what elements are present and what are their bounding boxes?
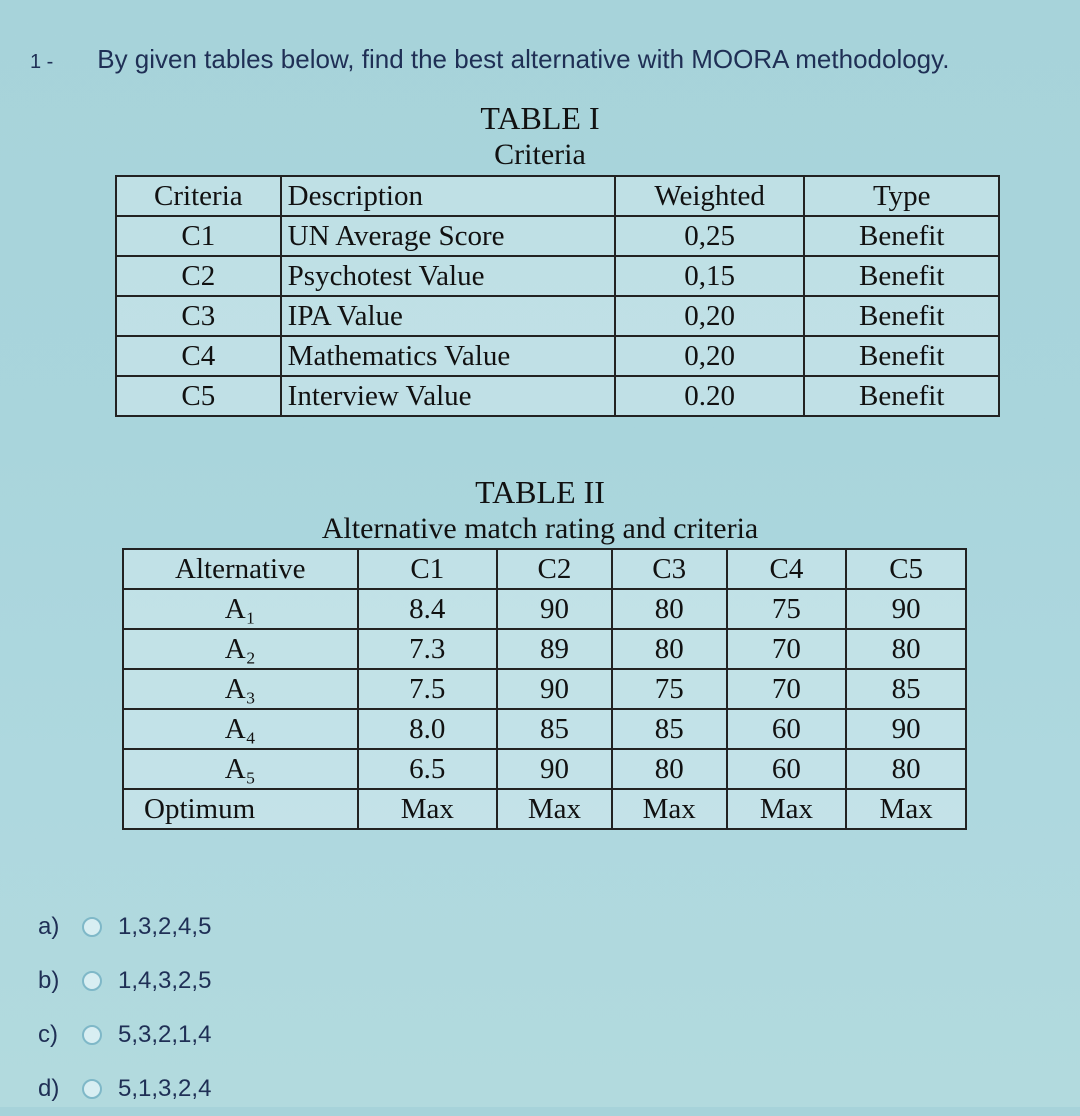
answer-options: [38, 900, 211, 1116]
cell-c4: 70: [727, 669, 847, 709]
option-label: 1,4,3,2,5: [118, 967, 212, 994]
table-row: [116, 216, 999, 256]
cell-alternative: A₃: [123, 669, 358, 709]
cell-type: Benefit: [804, 376, 999, 416]
radio-button[interactable]: [82, 917, 102, 937]
cell-weight: 0,15: [615, 256, 805, 296]
cell-type: Benefit: [804, 256, 999, 296]
option-label: 5,1,3,2,4: [118, 1075, 212, 1102]
cell-c2: 89: [497, 629, 612, 669]
option-letter: d): [38, 1075, 60, 1102]
cell-c5: 80: [846, 749, 966, 789]
cell-c4: 70: [727, 629, 847, 669]
table2-title: TABLE II: [475, 474, 605, 510]
cell-c5: 80: [846, 629, 966, 669]
cell-optimum-c2: Max: [497, 789, 612, 829]
cell-criteria: C5: [116, 376, 281, 416]
cell-description: IPA Value: [281, 296, 615, 336]
header-c3: C3: [612, 549, 727, 589]
table1-title: TABLE I: [480, 100, 600, 136]
cell-c4: 75: [727, 589, 847, 629]
table1-subtitle: Criteria: [494, 138, 586, 171]
table-row: [116, 296, 999, 336]
criteria-table: [115, 175, 1000, 417]
header-c5: C5: [846, 549, 966, 589]
radio-button[interactable]: [82, 1025, 102, 1045]
cell-c4: 60: [727, 709, 847, 749]
cell-alternative: A₄: [123, 709, 358, 749]
cell-c3: 75: [612, 669, 727, 709]
cell-c3: 80: [612, 589, 727, 629]
option-c[interactable]: [38, 1008, 211, 1062]
cell-c2: 90: [497, 669, 612, 709]
cell-type: Benefit: [804, 216, 999, 256]
radio-button[interactable]: [82, 971, 102, 991]
cell-description: Psychotest Value: [281, 256, 615, 296]
cell-c5: 85: [846, 669, 966, 709]
table-row: [123, 669, 966, 709]
header-c1: C1: [358, 549, 498, 589]
header-alternative: Alternative: [123, 549, 358, 589]
cell-weight: 0.20: [615, 376, 805, 416]
option-b[interactable]: [38, 954, 211, 1008]
cell-criteria: C1: [116, 216, 281, 256]
cell-description: UN Average Score: [281, 216, 615, 256]
option-label: 5,3,2,1,4: [118, 1021, 212, 1048]
cell-weight: 0,20: [615, 336, 805, 376]
optimum-row: [123, 789, 966, 829]
cell-c1: 6.5: [358, 749, 498, 789]
cell-optimum-c5: Max: [846, 789, 966, 829]
cell-c1: 7.3: [358, 629, 498, 669]
option-letter: b): [38, 967, 60, 994]
table-row: [116, 376, 999, 416]
cell-description: Mathematics Value: [281, 336, 615, 376]
cell-c3: 85: [612, 709, 727, 749]
cell-weight: 0,25: [615, 216, 805, 256]
header-criteria: Criteria: [116, 176, 281, 216]
cell-c2: 90: [497, 749, 612, 789]
header-c4: C4: [727, 549, 847, 589]
cell-optimum-c4: Max: [727, 789, 847, 829]
header-type: Type: [804, 176, 999, 216]
cell-c5: 90: [846, 589, 966, 629]
cell-alternative: A₅: [123, 749, 358, 789]
cell-description: Interview Value: [281, 376, 615, 416]
cell-criteria: C3: [116, 296, 281, 336]
table2-subtitle: Alternative match rating and criteria: [321, 512, 759, 545]
question-text: By given tables below, find the best alternative with MOORA methodology.: [97, 44, 950, 74]
table-row: [123, 749, 966, 789]
cell-alternative: A₁: [123, 589, 358, 629]
cell-criteria: C4: [116, 336, 281, 376]
cell-c3: 80: [612, 629, 727, 669]
header-c2: C2: [497, 549, 612, 589]
question: [30, 44, 949, 75]
radio-button[interactable]: [82, 1079, 102, 1099]
option-letter: a): [38, 913, 60, 940]
cell-type: Benefit: [804, 296, 999, 336]
option-a[interactable]: [38, 900, 211, 954]
cell-c1: 8.0: [358, 709, 498, 749]
cell-weight: 0,20: [615, 296, 805, 336]
option-d[interactable]: [38, 1062, 211, 1116]
cell-type: Benefit: [804, 336, 999, 376]
option-letter: c): [38, 1021, 58, 1048]
table-row: [123, 629, 966, 669]
cell-c2: 85: [497, 709, 612, 749]
option-label: 1,3,2,4,5: [118, 913, 212, 940]
table-row: [123, 709, 966, 749]
rating-table: [122, 548, 967, 830]
cell-c1: 7.5: [358, 669, 498, 709]
cell-c2: 90: [497, 589, 612, 629]
cell-c4: 60: [727, 749, 847, 789]
table-row: [116, 336, 999, 376]
header-description: Description: [281, 176, 615, 216]
rating-table-header: [123, 549, 966, 589]
cell-optimum-c3: Max: [612, 789, 727, 829]
cell-c1: 8.4: [358, 589, 498, 629]
table-row: [116, 256, 999, 296]
question-number: 1 -: [30, 51, 54, 73]
criteria-table-header: [116, 176, 999, 216]
cell-c5: 90: [846, 709, 966, 749]
cell-optimum-c1: Max: [358, 789, 498, 829]
cell-alternative: A₂: [123, 629, 358, 669]
header-weighted: Weighted: [615, 176, 805, 216]
cell-criteria: C2: [116, 256, 281, 296]
cell-optimum-label: Optimum: [123, 789, 358, 829]
table-row: [123, 589, 966, 629]
cell-c3: 80: [612, 749, 727, 789]
